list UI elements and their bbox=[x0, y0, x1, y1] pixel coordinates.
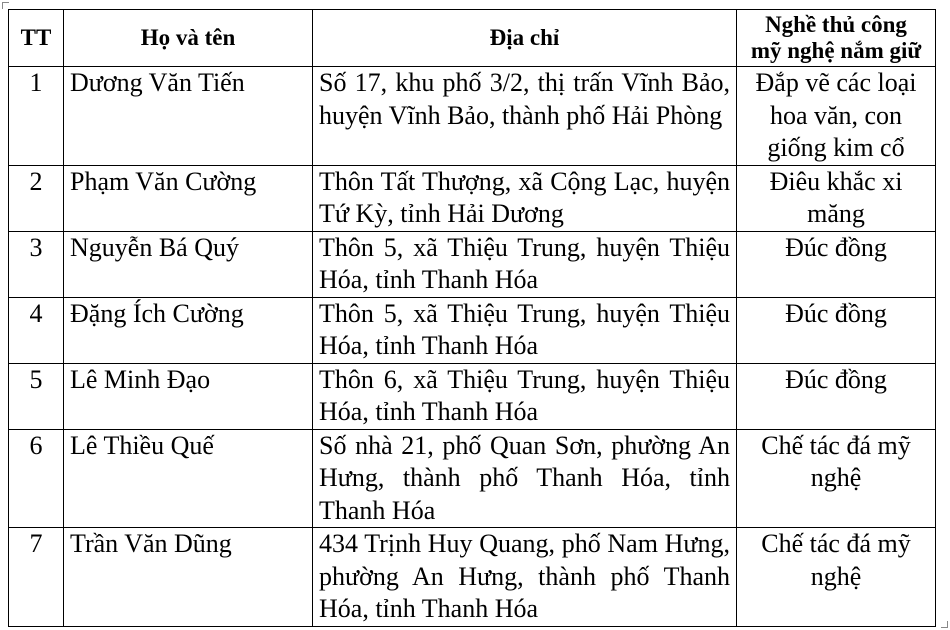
cell-name: Trần Văn Dũng bbox=[64, 528, 313, 627]
cell-tt: 4 bbox=[9, 297, 64, 363]
cell-name: Lê Thiều Quế bbox=[64, 429, 313, 528]
cell-address: Thôn 6, xã Thiệu Trung, huyện Thiệu Hóa, tỉnh Thanh Hóa bbox=[313, 363, 737, 429]
cell-craft: Đúc đồng bbox=[737, 231, 936, 297]
cell-tt: 3 bbox=[9, 231, 64, 297]
table-row bbox=[9, 67, 936, 166]
header-address: Địa chỉ bbox=[313, 10, 737, 67]
cell-address: Thôn Tất Thượng, xã Cộng Lạc, huyện Tứ Kỳ, tỉnh Hải Dương bbox=[313, 165, 737, 231]
cell-craft: Đúc đồng bbox=[737, 363, 936, 429]
table-row bbox=[9, 231, 936, 297]
page-corner-mark bbox=[2, 2, 9, 9]
cell-address: Số nhà 21, phố Quan Sơn, phường An Hưng, thành phố Thanh Hóa, tỉnh Thanh Hóa bbox=[313, 429, 737, 528]
table-row bbox=[9, 165, 936, 231]
table-row bbox=[9, 297, 936, 363]
cell-craft: Chế tác đá mỹ nghệ bbox=[737, 528, 936, 627]
header-craft-line2: mỹ nghệ nắm giữ bbox=[750, 38, 922, 63]
table-row bbox=[9, 528, 936, 627]
cell-name: Lê Minh Đạo bbox=[64, 363, 313, 429]
table-header-row bbox=[9, 10, 936, 67]
cell-tt: 2 bbox=[9, 165, 64, 231]
cell-address: Thôn 5, xã Thiệu Trung, huyện Thiệu Hóa, tỉnh Thanh Hóa bbox=[313, 297, 737, 363]
cell-tt: 5 bbox=[9, 363, 64, 429]
header-name: Họ và tên bbox=[64, 10, 313, 67]
table-row bbox=[9, 363, 936, 429]
cell-tt: 7 bbox=[9, 528, 64, 627]
cell-name: Đặng Ích Cường bbox=[64, 297, 313, 363]
page-corner-mark bbox=[941, 621, 948, 628]
cell-name: Dương Văn Tiến bbox=[64, 67, 313, 166]
cell-tt: 1 bbox=[9, 67, 64, 166]
cell-name: Phạm Văn Cường bbox=[64, 165, 313, 231]
header-craft-line1: Nghề thủ công bbox=[765, 12, 907, 37]
cell-craft: Đúc đồng bbox=[737, 297, 936, 363]
cell-craft: Chế tác đá mỹ nghệ bbox=[737, 429, 936, 528]
cell-address: 434 Trịnh Huy Quang, phố Nam Hưng, phường An Hưng, thành phố Thanh Hóa, tỉnh Thanh Hóa bbox=[313, 528, 737, 627]
cell-address: Số 17, khu phố 3/2, thị trấn Vĩnh Bảo, huyện Vĩnh Bảo, thành phố Hải Phòng bbox=[313, 67, 737, 166]
cell-tt: 6 bbox=[9, 429, 64, 528]
cell-name: Nguyễn Bá Quý bbox=[64, 231, 313, 297]
table-row bbox=[9, 429, 936, 528]
cell-craft: Đắp vẽ các loại hoa văn, con giống kim cổ bbox=[737, 67, 936, 166]
cell-craft: Điêu khắc xi măng bbox=[737, 165, 936, 231]
cell-address: Thôn 5, xã Thiệu Trung, huyện Thiệu Hóa, tỉnh Thanh Hóa bbox=[313, 231, 737, 297]
header-tt: TT bbox=[9, 10, 64, 67]
header-craft bbox=[737, 10, 936, 67]
artisan-table bbox=[8, 9, 936, 627]
